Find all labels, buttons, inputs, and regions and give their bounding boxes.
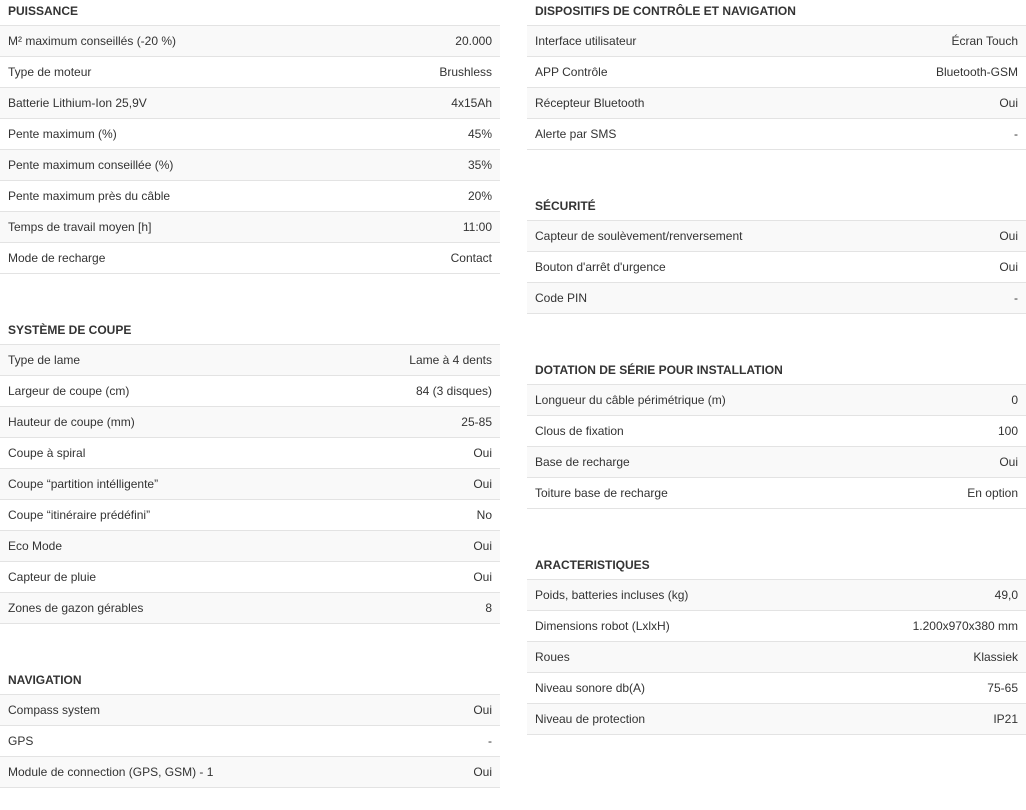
- spec-label: Récepteur Bluetooth: [535, 96, 645, 110]
- section-title: DISPOSITIFS DE CONTRÔLE ET NAVIGATION: [527, 0, 1026, 26]
- spec-section-dotation-de-serie-pour-installation: [527, 336, 1026, 509]
- spec-label: Code PIN: [535, 291, 588, 305]
- spec-label: Niveau de protection: [535, 712, 646, 726]
- spec-row: [0, 407, 500, 438]
- spec-table: [0, 695, 500, 788]
- spec-label: Bouton d'arrêt d'urgence: [535, 260, 666, 274]
- spec-label: Module de connection (GPS, GSM) - 1: [8, 765, 214, 779]
- spec-row: [527, 642, 1026, 673]
- spec-label: Coupe “partition intélligente”: [8, 477, 159, 491]
- spec-label: Compass system: [8, 703, 101, 717]
- spec-value: 0: [1011, 393, 1018, 407]
- spec-label: Capteur de pluie: [8, 570, 97, 584]
- spec-value: No: [476, 508, 492, 522]
- spec-label: Roues: [535, 650, 570, 664]
- spec-label: Niveau sonore db(A): [535, 681, 646, 695]
- section-title: NAVIGATION: [0, 646, 500, 695]
- spec-label: Clous de fixation: [535, 424, 624, 438]
- spec-label: Poids, batteries incluses (kg): [535, 588, 689, 602]
- spec-label: Dimensions robot (LxlxH): [535, 619, 670, 633]
- right-column: [527, 0, 1026, 757]
- spec-value: 20.000: [455, 34, 492, 48]
- spec-label: Pente maximum conseillée (%): [8, 158, 174, 172]
- spec-row: [0, 500, 500, 531]
- spec-label: Pente maximum (%): [8, 127, 117, 141]
- spec-label: Mode de recharge: [8, 251, 106, 265]
- spec-label: M² maximum conseillés (-20 %): [8, 34, 177, 48]
- spec-section-systeme-de-coupe: [0, 296, 500, 624]
- spec-row: [0, 57, 500, 88]
- spec-row: [0, 469, 500, 500]
- spec-row: [0, 757, 500, 788]
- spec-section-puissance: [0, 0, 500, 274]
- spec-section-dispositifs-de-controle-et-navigation: [527, 0, 1026, 150]
- spec-row: [527, 57, 1026, 88]
- section-title: PUISSANCE: [0, 0, 500, 26]
- spec-value: 20%: [467, 189, 492, 203]
- spec-label: Zones de gazon gérables: [8, 601, 144, 615]
- spec-value: Oui: [999, 455, 1018, 469]
- spec-row: [527, 611, 1026, 642]
- spec-value: 35%: [467, 158, 492, 172]
- spec-row: [527, 88, 1026, 119]
- spec-value: 8: [485, 601, 492, 615]
- spec-row: [527, 580, 1026, 611]
- spec-value: 84 (3 disques): [415, 384, 492, 398]
- spec-row: [527, 447, 1026, 478]
- left-column: [0, 0, 500, 810]
- spec-label: GPS: [8, 734, 34, 748]
- spec-value: En option: [967, 486, 1018, 500]
- spec-row: [0, 376, 500, 407]
- spec-value: Contact: [450, 251, 492, 265]
- spec-label: APP Contrôle: [535, 65, 608, 79]
- section-title: ARACTERISTIQUES: [527, 531, 1026, 580]
- spec-row: [0, 562, 500, 593]
- spec-value: Oui: [473, 765, 492, 779]
- spec-row: [527, 252, 1026, 283]
- spec-value: 100: [997, 424, 1018, 438]
- spec-row: [527, 673, 1026, 704]
- spec-label: Hauteur de coupe (mm): [8, 415, 135, 429]
- spec-value: Lame à 4 dents: [409, 353, 492, 367]
- spec-value: Bluetooth-GSM: [935, 65, 1018, 79]
- spec-value: Écran Touch: [951, 34, 1018, 48]
- spec-value: Oui: [473, 539, 492, 553]
- spec-value: Oui: [999, 96, 1018, 110]
- spec-section-navigation: [0, 646, 500, 788]
- spec-value: -: [1014, 127, 1018, 141]
- spec-value: Oui: [473, 477, 492, 491]
- spec-table: [0, 345, 500, 624]
- spec-value: Oui: [473, 570, 492, 584]
- spec-row: [0, 438, 500, 469]
- spec-table: [0, 26, 500, 274]
- spec-value: Oui: [999, 260, 1018, 274]
- spec-row: [527, 119, 1026, 150]
- spec-value: Brushless: [439, 65, 492, 79]
- spec-row: [527, 283, 1026, 314]
- spec-label: Base de recharge: [535, 455, 630, 469]
- spec-label: Toiture base de recharge: [535, 486, 668, 500]
- spec-label: Coupe à spiral: [8, 446, 86, 460]
- spec-value: -: [1014, 291, 1018, 305]
- spec-value: 49,0: [994, 588, 1018, 602]
- section-title: SÉCURITÉ: [527, 172, 1026, 221]
- spec-value: Oui: [473, 446, 492, 460]
- spec-table: [527, 221, 1026, 314]
- spec-label: Pente maximum près du câble: [8, 189, 171, 203]
- spec-row: [0, 119, 500, 150]
- spec-value: 45%: [467, 127, 492, 141]
- spec-table: [527, 385, 1026, 509]
- spec-value: Klassiek: [973, 650, 1018, 664]
- spec-row: [0, 593, 500, 624]
- spec-label: Alerte par SMS: [535, 127, 617, 141]
- spec-label: Coupe “itinéraire prédéfini”: [8, 508, 151, 522]
- spec-table: [527, 26, 1026, 150]
- section-title: SYSTÈME DE COUPE: [0, 296, 500, 345]
- spec-label: Batterie Lithium-Ion 25,9V: [8, 96, 147, 110]
- spec-value: -: [488, 734, 492, 748]
- spec-row: [527, 704, 1026, 735]
- spec-row: [527, 221, 1026, 252]
- spec-row: [0, 181, 500, 212]
- spec-label: Interface utilisateur: [535, 34, 637, 48]
- spec-row: [0, 150, 500, 181]
- spec-value: 25-85: [461, 415, 492, 429]
- spec-value: Oui: [473, 703, 492, 717]
- spec-value: 1.200x970x380 mm: [912, 619, 1018, 633]
- spec-row: [527, 478, 1026, 509]
- spec-row: [0, 243, 500, 274]
- spec-row: [0, 212, 500, 243]
- spec-value: 11:00: [462, 220, 492, 234]
- spec-label: Eco Mode: [8, 539, 63, 553]
- spec-label: Longueur du câble périmétrique (m): [535, 393, 726, 407]
- spec-label: Temps de travail moyen [h]: [8, 220, 152, 234]
- spec-label: Type de lame: [8, 353, 81, 367]
- section-title: DOTATION DE SÉRIE POUR INSTALLATION: [527, 336, 1026, 385]
- spec-label: Largeur de coupe (cm): [8, 384, 130, 398]
- spec-table: [527, 580, 1026, 735]
- spec-section-securite: [527, 172, 1026, 314]
- spec-row: [0, 695, 500, 726]
- spec-row: [527, 416, 1026, 447]
- spec-label: Type de moteur: [8, 65, 92, 79]
- spec-row: [0, 345, 500, 376]
- spec-value: Oui: [999, 229, 1018, 243]
- spec-section-aracteristiques: [527, 531, 1026, 735]
- spec-value: 4x15Ah: [451, 96, 492, 110]
- spec-row: [0, 726, 500, 757]
- spec-row: [0, 531, 500, 562]
- spec-label: Capteur de soulèvement/renversement: [535, 229, 743, 243]
- spec-row: [527, 26, 1026, 57]
- spec-value: 75-65: [987, 681, 1018, 695]
- spec-value: IP21: [993, 712, 1018, 726]
- spec-row: [0, 88, 500, 119]
- spec-row: [0, 26, 500, 57]
- spec-row: [527, 385, 1026, 416]
